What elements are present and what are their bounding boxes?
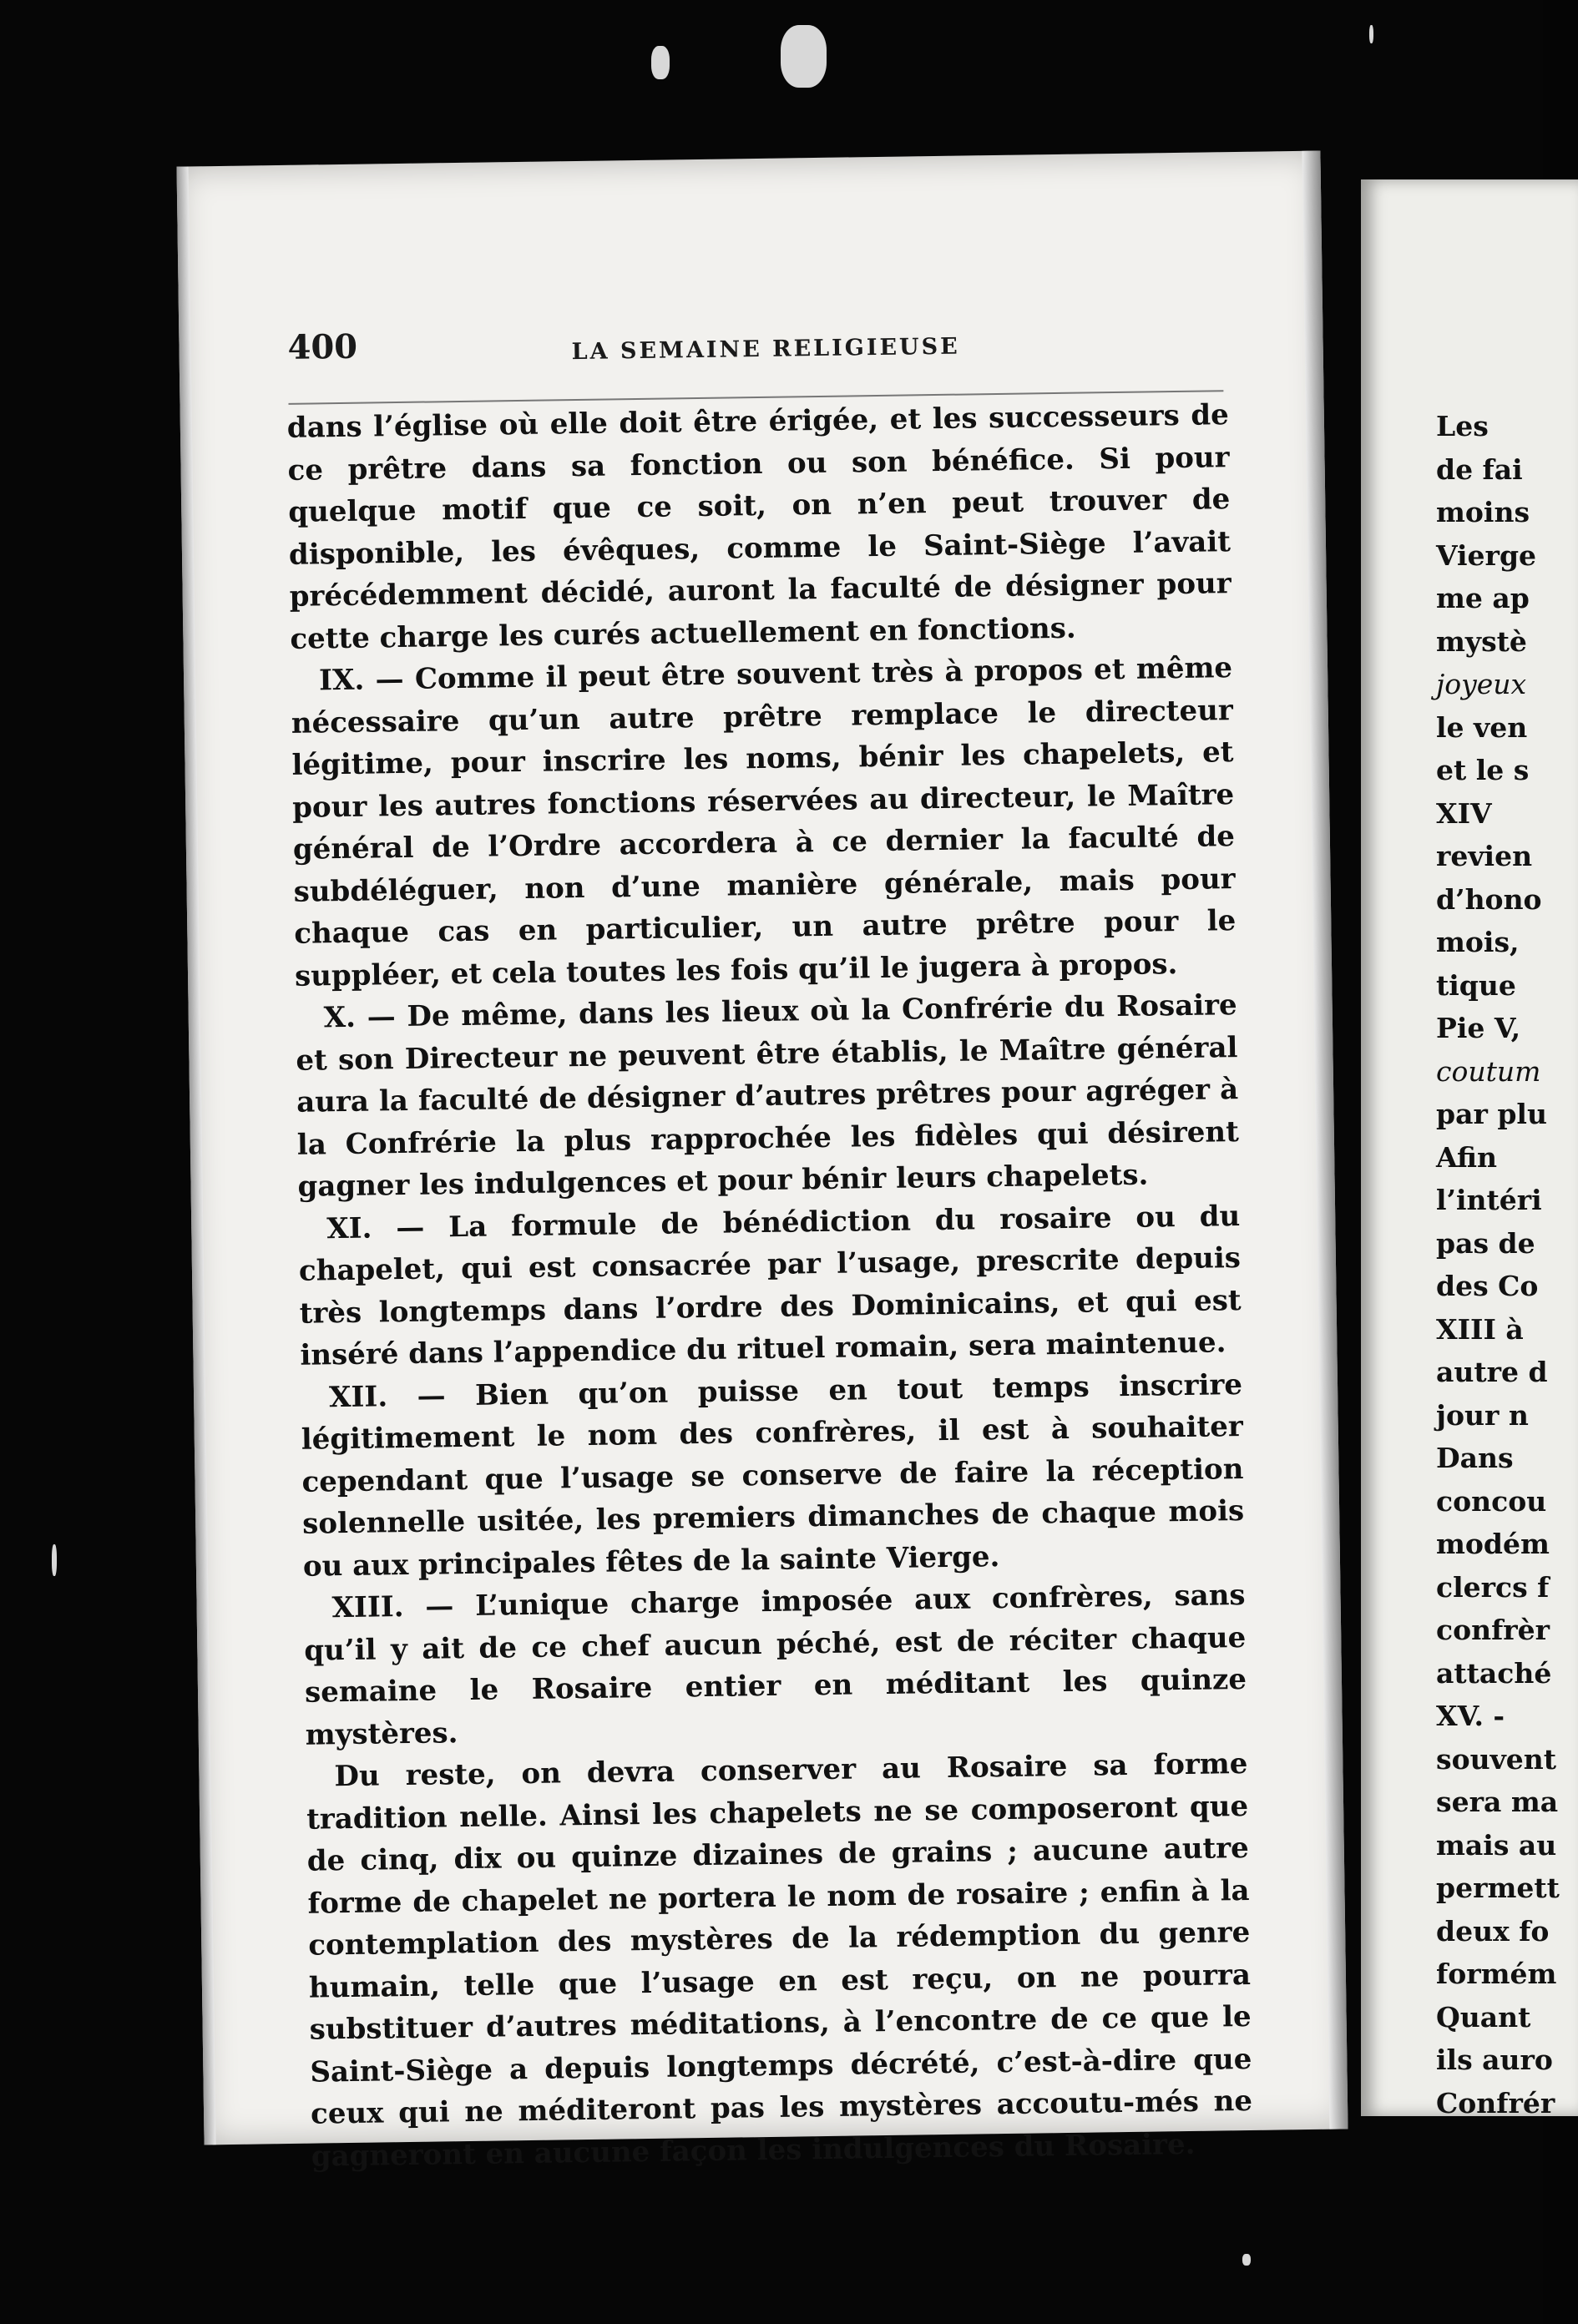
article-xiii: XIII. — L’unique charge imposée aux confrères, sans qu’il y ait de ce chef aucun péché, est de réciter chaque semaine le Rosaire entier en méditant les quinze mystères. <box>304 1578 1247 1752</box>
facing-line: deux fo <box>1436 1914 1550 1948</box>
dust-speck <box>781 25 827 88</box>
left-page <box>177 151 1348 2174</box>
facing-line: Les <box>1436 410 1489 442</box>
page-number: 400 <box>287 326 358 367</box>
facing-line: le ven <box>1436 710 1528 744</box>
article-x: X. — De même, dans les lieux où la Confrérie du Rosaire et son Directeur ne peuvent être établis, le Maître général aura la faculté de désigner d’autres prêtres pour agréger à la Confrérie la plus rapprochée les fidèles qui désirent gagner les indulgences et pour bénir leurs chapelets. <box>296 988 1240 1204</box>
facing-line: moins <box>1436 496 1530 528</box>
facing-line: mystè <box>1436 624 1527 658</box>
dust-speck <box>1369 25 1373 43</box>
facing-line: formém <box>1436 1958 1557 1990</box>
facing-line: l’intéri <box>1436 1184 1542 1216</box>
running-head <box>287 315 1240 378</box>
dust-speck <box>52 1544 57 1576</box>
facing-line: Afin <box>1436 1140 1498 1174</box>
facing-line: joyeux <box>1436 668 1527 700</box>
facing-line: XIII à <box>1436 1312 1524 1346</box>
facing-line: pas de <box>1436 1226 1535 1260</box>
facing-line: tique <box>1436 968 1516 1002</box>
facing-line: sera ma <box>1436 1786 1559 1818</box>
facing-line: XV. - <box>1436 1700 1505 1732</box>
facing-line: attaché <box>1436 1656 1552 1690</box>
facing-line: coutum <box>1436 1054 1541 1088</box>
paragraph-continuation: dans l’église où elle doit être érigée, et les successeurs de ce prêtre dans sa fonction ou son bénéfice. Si pour quelque motif que ce soit, on n’en peut trouver de disponible, les évêques, comme le Saint-Siège l’avait précédemment décidé, auront la faculté de désigner pour cette charge les curés actuellement en fonctions. <box>286 398 1232 656</box>
facing-line: Pie V, <box>1436 1012 1521 1044</box>
facing-line: XIV <box>1436 796 1492 830</box>
facing-line: Quant <box>1436 2000 1531 2034</box>
facing-line: par plu <box>1436 1098 1547 1130</box>
facing-line: des Co <box>1436 1270 1539 1302</box>
closing-paragraph: Du reste, on devra conserver au Rosaire sa forme tradition nelle. Ainsi les chapelets ne se composeront que de cinq, dix ou quinze dizaines de grains ; aucune autre forme de chapelet ne portera le nom de rosaire ; enfin à la contemplation des mystères de la rédemption du genre humain, telle que l’usage en est reçu, on ne pourra substituer d’autres méditations, à l’encontre de ce que le Saint-Siège a depuis longtemps décrété, c’est-à-dire que ceux qui ne méditeront pas les mystères accoutu-més ne gagneront en aucune façon les indulgences du Rosaire. <box>306 1746 1253 2174</box>
facing-line: d’hono <box>1436 882 1542 916</box>
facing-line: confrèr <box>1436 1614 1550 1646</box>
dust-speck <box>1242 2254 1251 2266</box>
facing-line: permett <box>1436 1872 1560 1904</box>
article-xi: XI. — La formule de bénédiction du rosaire ou du chapelet, qui est consacrée par l’usage, prescrite depuis très longtemps dans l’ordre des Dominicains, et qui est inséré dans l’appendice du rituel romain, sera maintenue. <box>298 1199 1242 1372</box>
facing-line: Vierge <box>1436 538 1537 572</box>
facing-line: mois, <box>1436 926 1520 958</box>
facing-page-text <box>1436 405 1578 2124</box>
facing-line: Confrér <box>1436 2086 1555 2119</box>
article-xii: XII. — Bien qu’on puisse en tout temps inscrire légitimement le nom des confrères, il est à souhaiter cependant que l’usage se conserve de faire la réception solennelle usitée, les premiers dimanches de chaque mois ou aux principales fêtes de la sainte Vierge. <box>301 1367 1245 1584</box>
facing-line: mais au <box>1436 1828 1557 1862</box>
facing-line: clercs f <box>1436 1570 1550 1604</box>
facing-line: ils auro <box>1436 2044 1553 2076</box>
facing-line: autre d <box>1436 1356 1548 1388</box>
facing-line: et le s <box>1436 754 1530 786</box>
dust-speck <box>651 46 670 79</box>
body-text <box>287 394 1254 2178</box>
facing-line: revien <box>1436 840 1533 872</box>
facing-line: modém <box>1436 1528 1550 1560</box>
facing-line: souvent <box>1436 1742 1556 1776</box>
facing-line: de fai <box>1436 452 1523 486</box>
facing-line: jour n <box>1436 1398 1529 1432</box>
facing-line: Dans <box>1436 1442 1514 1474</box>
facing-page <box>1361 179 1578 2119</box>
running-title: LA SEMAINE RELIGIEUSE <box>571 333 960 366</box>
facing-line: me ap <box>1436 582 1530 614</box>
facing-line: concou <box>1436 1484 1547 1518</box>
article-ix: IX. — Comme il peut être souvent très à propos et même nécessaire qu’un autre prêtre remplace le directeur légitime, pour inscrire les noms, bénir les chapelets, et pour les autres fonctions réservées au directeur, le Maître général de l’Ordre accordera à ce dernier la faculté de subdéléguer, non d’une manière générale, mais pour chaque cas en particulier, un autre prêtre pour le suppléer, et cela toutes les fois qu’il le jugera à propos. <box>291 651 1237 993</box>
